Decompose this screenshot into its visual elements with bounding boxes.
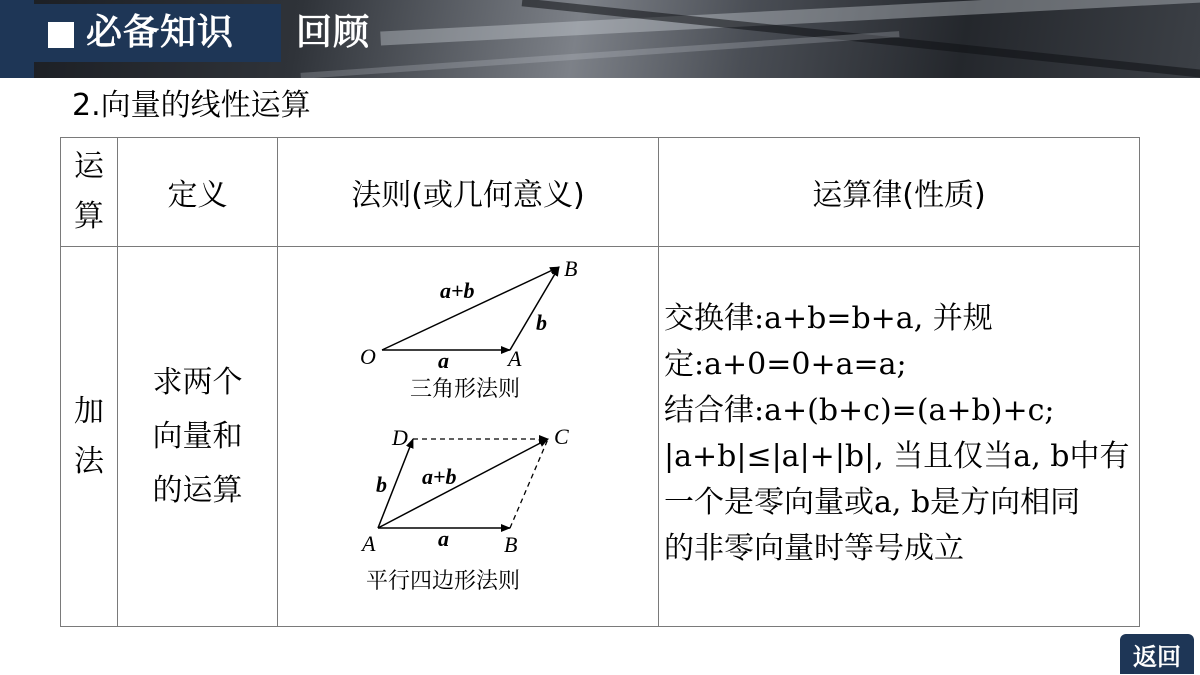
law-line: 定:a+0=0+a=a; (664, 347, 907, 382)
triangle-caption: 三角形法则 (410, 377, 521, 402)
point-label-B: B (564, 256, 578, 281)
header-laws: 运算律(性质) (812, 178, 986, 213)
law-line: 的非零向量时等号成立 (664, 531, 964, 566)
dashed-side-BC (510, 439, 548, 528)
operation-char: 加 (74, 394, 104, 429)
law-line: |a+b|≤|a|+|b|, 当且仅当a, b中有 (664, 439, 1130, 474)
triangle-rule-figure (360, 256, 577, 402)
operation-addition (61, 248, 117, 626)
law-line: 交换律:a+b=b+a, 并规 (664, 301, 993, 336)
law-line: 结合律:a+(b+c)=(a+b)+c; (664, 393, 1055, 428)
point-label-D: D (392, 425, 408, 450)
vector-label-sum: a+b (440, 278, 475, 303)
definition-line: 向量和 (152, 419, 243, 454)
vector-sum-arrow (378, 439, 548, 528)
vector-b-arrow (510, 267, 559, 350)
point-label-A: A (362, 531, 376, 556)
return-button[interactable]: 返回 (1120, 634, 1194, 674)
point-label-O: O (360, 344, 376, 369)
vector-label-a: a (438, 526, 449, 551)
definition-cell (118, 248, 277, 626)
section-heading: 2.向量的线性运算 (72, 88, 311, 123)
header-operation (61, 138, 117, 246)
header-operation-char: 算 (74, 199, 104, 234)
parallelogram-caption: 平行四边形法则 (366, 569, 521, 594)
point-label-C: C (554, 424, 569, 449)
vector-label-sum: a+b (422, 464, 457, 489)
header-operation-char: 运 (74, 149, 104, 184)
vector-label-b: b (376, 472, 387, 497)
vector-label-a: a (438, 348, 449, 373)
vector-label-b: b (536, 310, 547, 335)
square-bullet-icon (48, 22, 74, 48)
point-label-B: B (504, 532, 518, 557)
header-definition: 定义 (167, 178, 228, 213)
page-title: 必备知识 (86, 12, 235, 53)
title-tab-accent (0, 0, 34, 78)
laws-cell (664, 296, 1139, 572)
parallelogram-rule-figure (360, 424, 569, 594)
operation-char: 法 (74, 444, 104, 479)
header-rule: 法则(或几何意义) (351, 178, 585, 213)
vector-operations-table (60, 137, 1140, 627)
law-line: 一个是零向量或a, b是方向相同 (664, 485, 1081, 520)
vector-addition-diagram (278, 246, 658, 626)
definition-line: 的运算 (152, 473, 243, 508)
point-label-A: A (508, 346, 522, 371)
page-subtitle: 回顾 (296, 12, 371, 53)
definition-line: 求两个 (152, 365, 243, 400)
